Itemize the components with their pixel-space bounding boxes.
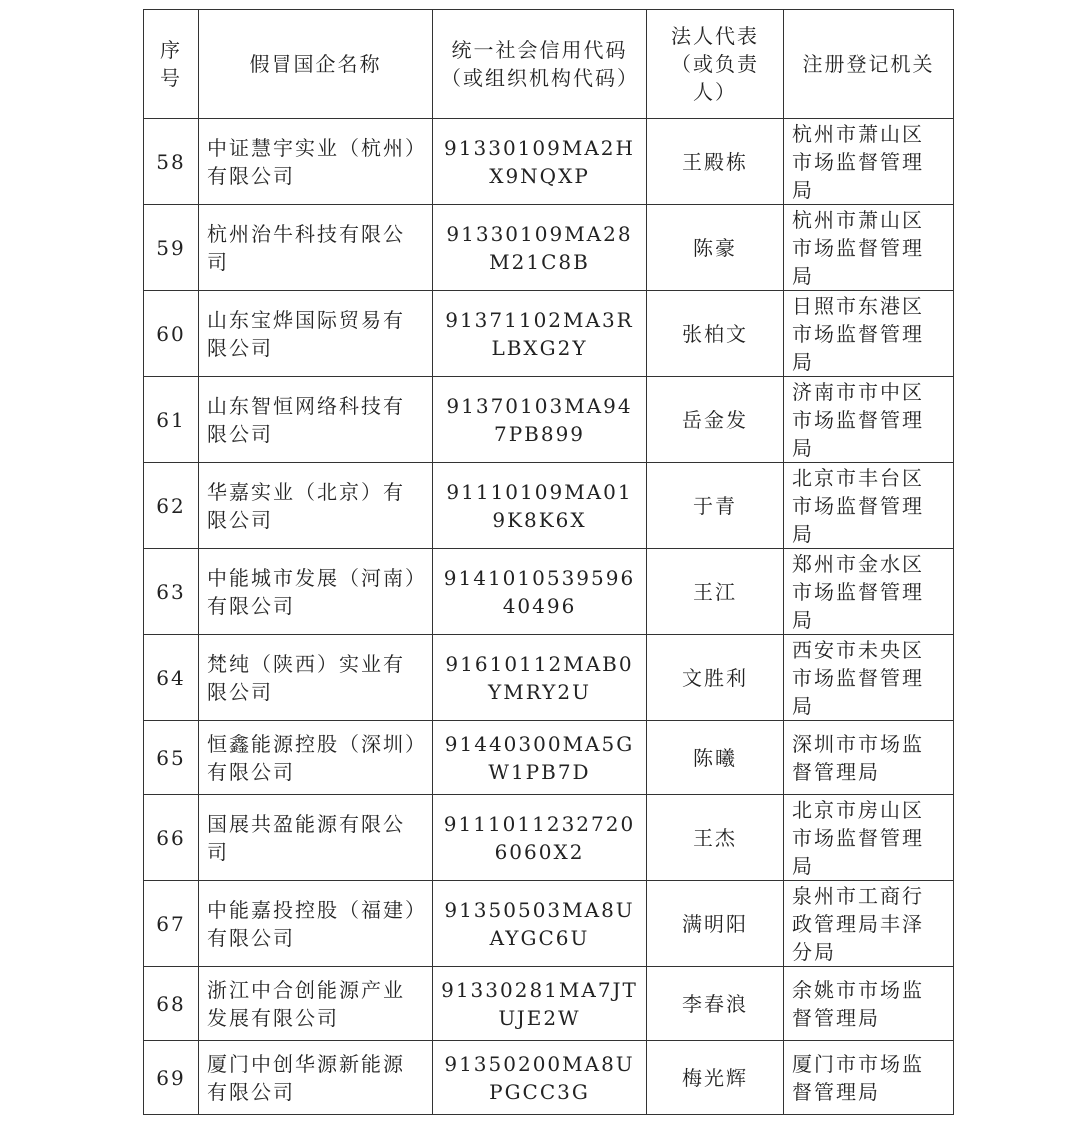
serial-number: 59 xyxy=(144,205,199,291)
credit-code: 91110112327206060X2 xyxy=(433,795,647,881)
header-legal-representative: 法人代表（或负责人） xyxy=(647,10,784,119)
registration-authority: 厦门市市场监督管理局 xyxy=(784,1041,954,1115)
registration-authority: 余姚市市场监督管理局 xyxy=(784,967,954,1041)
legal-representative: 满明阳 xyxy=(647,881,784,967)
table-row xyxy=(144,291,954,377)
table-row xyxy=(144,377,954,463)
legal-representative: 张柏文 xyxy=(647,291,784,377)
legal-representative: 王殿栋 xyxy=(647,119,784,205)
table-row xyxy=(144,205,954,291)
serial-number: 62 xyxy=(144,463,199,549)
company-name: 华嘉实业（北京）有限公司 xyxy=(199,463,433,549)
credit-code: 91440300MA5GW1PB7D xyxy=(433,721,647,795)
registration-authority: 深圳市市场监督管理局 xyxy=(784,721,954,795)
serial-number: 68 xyxy=(144,967,199,1041)
credit-code: 91371102MA3RLBXG2Y xyxy=(433,291,647,377)
registration-authority: 泉州市工商行政管理局丰泽分局 xyxy=(784,881,954,967)
credit-code: 91370103MA947PB899 xyxy=(433,377,647,463)
serial-number: 60 xyxy=(144,291,199,377)
company-name: 山东宝烨国际贸易有限公司 xyxy=(199,291,433,377)
company-name: 中能城市发展（河南）有限公司 xyxy=(199,549,433,635)
legal-representative: 岳金发 xyxy=(647,377,784,463)
registration-authority: 杭州市萧山区市场监督管理局 xyxy=(784,119,954,205)
company-name: 中证慧宇实业（杭州）有限公司 xyxy=(199,119,433,205)
registration-authority: 西安市未央区市场监督管理局 xyxy=(784,635,954,721)
header-serial-number: 序号 xyxy=(144,10,199,119)
serial-number: 69 xyxy=(144,1041,199,1115)
legal-representative: 王江 xyxy=(647,549,784,635)
header-registration-authority: 注册登记机关 xyxy=(784,10,954,119)
header-company-name: 假冒国企名称 xyxy=(199,10,433,119)
company-name: 厦门中创华源新能源有限公司 xyxy=(199,1041,433,1115)
table-row xyxy=(144,881,954,967)
serial-number: 66 xyxy=(144,795,199,881)
credit-code: 91610112MAB0YMRY2U xyxy=(433,635,647,721)
legal-representative: 于青 xyxy=(647,463,784,549)
registration-authority: 日照市东港区市场监督管理局 xyxy=(784,291,954,377)
table-row xyxy=(144,1041,954,1115)
table-row xyxy=(144,721,954,795)
table-row xyxy=(144,635,954,721)
serial-number: 63 xyxy=(144,549,199,635)
legal-representative: 陈豪 xyxy=(647,205,784,291)
table-row xyxy=(144,967,954,1041)
serial-number: 65 xyxy=(144,721,199,795)
legal-representative: 文胜利 xyxy=(647,635,784,721)
legal-representative: 李春浪 xyxy=(647,967,784,1041)
table-row xyxy=(144,463,954,549)
credit-code: 91330281MA7JTUJE2W xyxy=(433,967,647,1041)
serial-number: 67 xyxy=(144,881,199,967)
serial-number: 61 xyxy=(144,377,199,463)
registration-authority: 杭州市萧山区市场监督管理局 xyxy=(784,205,954,291)
company-name: 梵纯（陕西）实业有限公司 xyxy=(199,635,433,721)
legal-representative: 陈曦 xyxy=(647,721,784,795)
company-name: 国展共盈能源有限公司 xyxy=(199,795,433,881)
credit-code: 91350503MA8UAYGC6U xyxy=(433,881,647,967)
registration-authority: 北京市丰台区市场监督管理局 xyxy=(784,463,954,549)
registration-authority: 郑州市金水区市场监督管理局 xyxy=(784,549,954,635)
registration-authority: 北京市房山区市场监督管理局 xyxy=(784,795,954,881)
credit-code: 91110109MA019K8K6X xyxy=(433,463,647,549)
serial-number: 58 xyxy=(144,119,199,205)
legal-representative: 梅光辉 xyxy=(647,1041,784,1115)
counterfeit-soe-table xyxy=(143,9,954,1115)
credit-code: 914101053959640496 xyxy=(433,549,647,635)
table-row xyxy=(144,549,954,635)
company-name: 杭州治牛科技有限公司 xyxy=(199,205,433,291)
header-row xyxy=(144,10,954,119)
credit-code: 91350200MA8UPGCC3G xyxy=(433,1041,647,1115)
company-name: 浙江中合创能源产业发展有限公司 xyxy=(199,967,433,1041)
header-credit-code: 统一社会信用代码（或组织机构代码） xyxy=(433,10,647,119)
legal-representative: 王杰 xyxy=(647,795,784,881)
table-row xyxy=(144,119,954,205)
credit-code: 91330109MA28M21C8B xyxy=(433,205,647,291)
table-row xyxy=(144,795,954,881)
serial-number: 64 xyxy=(144,635,199,721)
registration-authority: 济南市市中区市场监督管理局 xyxy=(784,377,954,463)
credit-code: 91330109MA2HX9NQXP xyxy=(433,119,647,205)
company-name: 山东智恒网络科技有限公司 xyxy=(199,377,433,463)
company-name: 中能嘉投控股（福建）有限公司 xyxy=(199,881,433,967)
company-name: 恒鑫能源控股（深圳）有限公司 xyxy=(199,721,433,795)
